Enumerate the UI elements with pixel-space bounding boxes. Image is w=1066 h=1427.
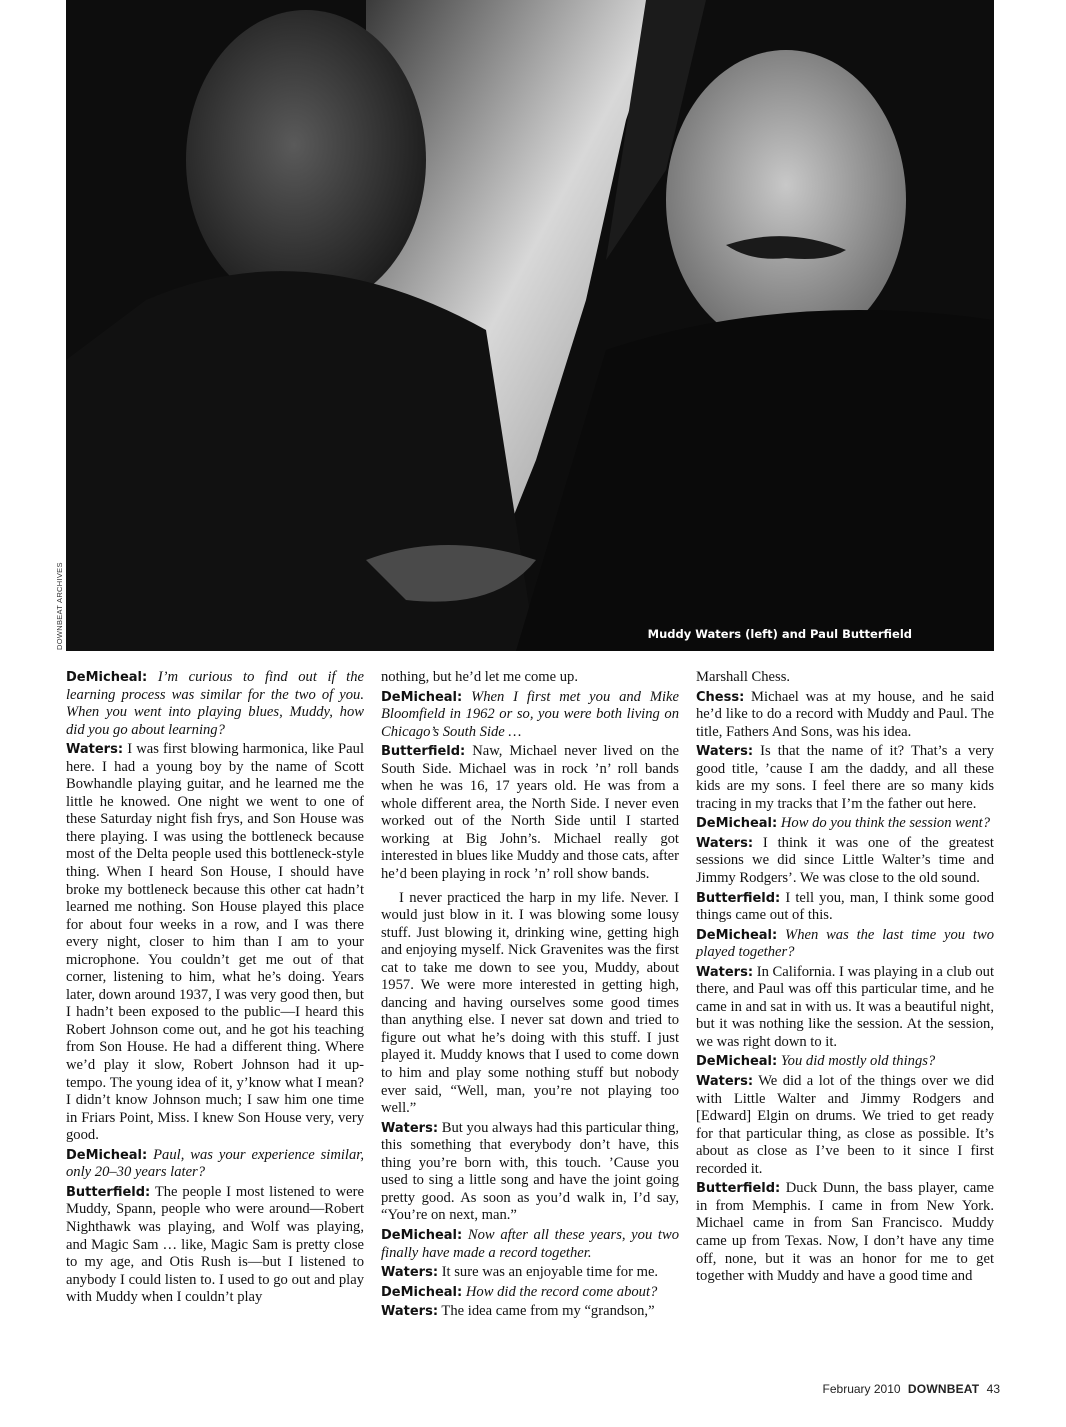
speaker-name: Waters: xyxy=(696,835,754,851)
interview-paragraph xyxy=(381,1120,679,1225)
interview-paragraph xyxy=(696,964,994,1052)
answer-text: The people I most listened to were Muddy, Spann, people who were around—Robert Nighthawk was playing, and Wolf was playing, and Magic Sam … like, Magic Sam is pretty close to my age, and Otis Rush is—but I listened to anybody I could listen to. I used to go out and play with Muddy when I couldn’t play xyxy=(66,1183,364,1306)
page-footer xyxy=(823,1382,1000,1396)
speaker-name: DeMicheal: xyxy=(381,1227,463,1243)
question-text: Paul, was your experience similar, only 20–30 years later? xyxy=(66,1146,364,1181)
answer-text: It sure was an enjoyable time for me. xyxy=(441,1264,659,1281)
speaker-name: Butterfield: xyxy=(381,744,466,760)
interview-paragraph xyxy=(381,669,679,687)
interview-paragraph xyxy=(381,1264,679,1282)
interview-paragraph xyxy=(696,669,994,687)
speaker-name: Butterfield: xyxy=(696,890,781,906)
answer-text: Marshall Chess. xyxy=(696,669,791,685)
interview-paragraph xyxy=(696,1180,994,1285)
question-text: How did the record come about? xyxy=(465,1283,658,1300)
interview-paragraph xyxy=(381,743,679,883)
interview-paragraph xyxy=(66,741,364,1145)
footer-date: February 2010 xyxy=(822,1382,901,1396)
photo-illustration xyxy=(66,0,994,651)
speaker-name: DeMicheal: xyxy=(696,927,778,943)
interview-paragraph xyxy=(381,1284,679,1302)
photo-muddy-waters-paul-butterfield xyxy=(66,0,994,651)
answer-text: I was first blowing harmonica, like Paul here. I had a young boy by the name of Scott Bowhandle playing guitar, and he learned me the little he knowed. One night we went to one of these Saturday night fish frys, and Son House was there playing. I was using the bottleneck because most of the Delta people used this bottleneck-style thing. When I heard Son House, I should have broke my bottleneck because this other cat hadn’t learned me nothing. Son House played this place for about four weeks in a row, and I was there every night, closer to him than I am to your microphone. You couldn’t get me out of that corner, listening to him, what he’s doing. Years later, down around 1937, I was very good then, but I hadn’t been exposed to the public—I heard this Robert Johnson come out, and he got his teaching from Son House. He had a different thing. Where we’d play it slow, Robert Johnson had it up-tempo. The young idea of it, y’know what I mean? I didn’t know Johnson much; I saw him one time in Friars Point, Miss. I knew Son House very, very good. xyxy=(66,741,365,1144)
question-text: When was the last time you two played together? xyxy=(696,926,994,961)
speaker-name: Waters: xyxy=(381,1304,439,1320)
text-column-1 xyxy=(66,669,364,1309)
interview-paragraph xyxy=(696,835,994,888)
answer-text: Is that the name of it? That’s a very good title, ’cause I am the daddy, and all these kids are my sons. I feel there are so many kids tracing in my tracks that I’m the father out here. xyxy=(696,743,994,812)
interview-paragraph xyxy=(66,1184,364,1307)
answer-text: I tell you, man, I think some good things came out of this. xyxy=(696,889,994,924)
speaker-name: Waters: xyxy=(381,1120,439,1136)
interview-paragraph xyxy=(66,1147,364,1182)
footer-magazine: DOWNBEAT xyxy=(907,1382,980,1396)
answer-text: nothing, but he’d let me come up. xyxy=(381,669,578,685)
speaker-name: Waters: xyxy=(696,744,754,760)
speaker-name: Waters: xyxy=(66,742,124,758)
interview-paragraph xyxy=(381,689,679,742)
interview-paragraph xyxy=(696,927,994,962)
answer-text: I think it was one of the greatest sessions we did since Little Walter’s time and Jimmy Rodgers’. We was close to the old sound. xyxy=(696,834,994,887)
photo-credit xyxy=(55,562,67,650)
answer-text: Michael was at my house, and he said he’d like to do a record with Muddy and Paul. The title, Fathers And Sons, was his idea. xyxy=(696,688,994,740)
speaker-name: DeMicheal: xyxy=(381,1284,463,1300)
speaker-name: DeMicheal: xyxy=(66,670,148,685)
interview-paragraph xyxy=(696,1053,994,1071)
interview-paragraph xyxy=(696,815,994,833)
photo-credit-text: DOWNBEAT ARCHIVES xyxy=(55,562,64,650)
answer-text: Naw, Michael never lived on the South Side. Michael was in rock ’n’ roll bands when he was 16, 17 years old. He was from a whole different area, the North Side. I never even worked out of the North Side until I started working at Big John’s. Michael really got interested in blues like Muddy and those cats, after he’d been playing in rock ’n’ roll show bands. xyxy=(381,743,679,883)
speaker-name: Waters: xyxy=(381,1265,439,1281)
speaker-name: DeMicheal: xyxy=(696,816,778,832)
speaker-name: Waters: xyxy=(696,964,754,980)
text-column-2 xyxy=(381,669,679,1323)
question-text: You did mostly old things? xyxy=(780,1053,936,1070)
speaker-name: Butterfield: xyxy=(66,1184,151,1200)
answer-text: In California. I was playing in a club out there, and Paul was off this particular time, and he came in and sat in with us. It was a beautiful night, but it was nothing like the session. At the session, we was right down to it. xyxy=(696,963,995,1050)
interview-paragraph xyxy=(381,1303,679,1321)
speaker-name: DeMicheal: xyxy=(66,1147,148,1163)
speaker-name: Butterfield: xyxy=(696,1181,781,1197)
answer-text: The idea came from my “grandson,” xyxy=(441,1303,655,1320)
question-text: How do you think the session went? xyxy=(780,815,991,832)
answer-text: Duck Dunn, the bass player, came in from Memphis. I came in from New York. Michael came in from San Francisco. Muddy came up from Texas. Now, I don’t have any time off, none, but it was an honor for me to get together with Muddy and have a good time and xyxy=(696,1180,994,1285)
photo-caption: Muddy Waters (left) and Paul Butterfield xyxy=(647,627,912,641)
answer-text: But you always had this particular thing, this something that everybody don’t have, this thing you’re born with, this touch. ’Cause you used to sing a little song and have the joint going pretty good. As soon as you’d walk in, I’d say, “You’re on next, man.” xyxy=(381,1119,679,1224)
page-number: 43 xyxy=(986,1382,1000,1396)
interview-paragraph xyxy=(696,743,994,813)
question-text: Now after all these years, you two finally have made a record together. xyxy=(381,1226,679,1261)
interview-paragraph xyxy=(66,669,364,739)
question-text: I’m curious to find out if the learning process was similar for the two of you. When you went into playing blues, Muddy, how did you go about learning? xyxy=(66,669,364,738)
speaker-name: DeMicheal: xyxy=(381,689,463,705)
speaker-name: Waters: xyxy=(696,1074,754,1090)
interview-paragraph xyxy=(696,1073,994,1178)
speaker-name: DeMicheal: xyxy=(696,1054,778,1070)
interview-paragraph xyxy=(381,890,679,1118)
interview-paragraph xyxy=(696,689,994,742)
interview-paragraph xyxy=(381,1227,679,1262)
text-column-3 xyxy=(696,669,994,1288)
answer-text: I never practiced the harp in my life. Never. I would just blow in it. I was blowing some lousy stuff. Just blowing it, drinking wine, getting high and enjoying myself. Nick Gravenites was the first cat to take me down to see you, Muddy, about 1957. We were more interested in getting high, dancing and having ourselves some good times than anything else. I never sat down and tried to figure out what he’s doing with this stuff. I just played it. Muddy knows that I used to come down to him and play some nothing stuff but nobody ever said, “Well, man, you’re not playing too well.” xyxy=(381,889,679,1117)
question-text: When I first met you and Mike Bloomfield in 1962 or so, you were both living on Chicago’s South Side … xyxy=(381,688,679,740)
speaker-name: Chess: xyxy=(696,689,745,705)
interview-paragraph xyxy=(696,890,994,925)
answer-text: We did a lot of the things over we did with Little Walter and Jimmy Rodgers and [Edward] Elgin on drums. We tried to get ready for that particular thing, as close as possible. It’s about as close as I’ve been to it since I first recorded it. xyxy=(696,1073,994,1177)
